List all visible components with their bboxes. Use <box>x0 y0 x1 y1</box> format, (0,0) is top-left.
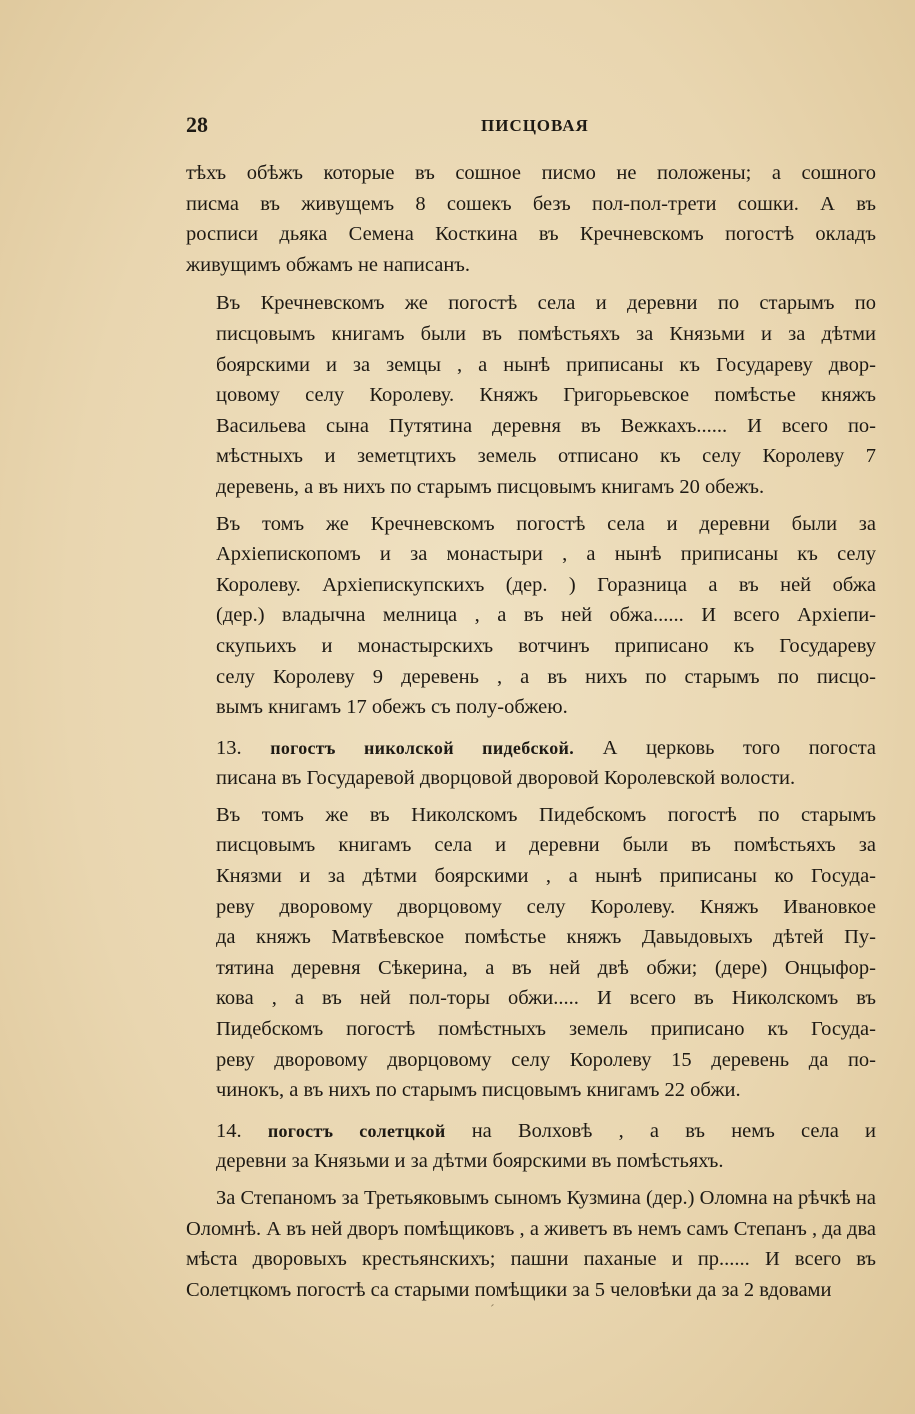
stray-mark: ˊ <box>490 1303 495 1318</box>
text-line: вымъ книгамъ 17 обежъ съ полу-обжею. <box>216 696 568 719</box>
text-line: селу Королеву 9 деревень , а въ нихъ по старымъ по писцо- <box>216 665 876 688</box>
text-line: писма въ живущемъ 8 сошекъ безъ пол-пол-трети сошки. А въ <box>186 192 876 215</box>
text-line: 13. погостъ николской пидебской. А церковь того погоста <box>216 736 876 759</box>
text-line: тѣхъ обѣжъ которые въ сошное писмо не положены; а сошного <box>186 162 876 184</box>
text-line: писана въ Государевой дворцовой дворовой Королевской волости. <box>216 767 796 790</box>
text-line: писцовымъ книгамъ села и деревни были въ помѣстьяхъ за <box>216 834 876 857</box>
text-line: деревни за Князьми и за дѣтми боярскими въ помѣстьяхъ. <box>216 1150 724 1173</box>
text-line: Пидебскомъ погостѣ помѣстныхъ земель приписано къ Госуда- <box>216 1018 876 1041</box>
section-heading-title: погостъ солетцкой <box>267 1120 446 1141</box>
text-line: Въ томъ же въ Николскомъ Пидебскомъ погостѣ по старымъ <box>216 803 876 826</box>
section-heading-13 <box>186 733 876 794</box>
text-line: Васильева сына Путятина деревня въ Вежкахъ...... И всего по- <box>216 414 876 437</box>
text-line: Въ томъ же Кречневскомъ погостѣ села и деревни были за <box>216 512 876 535</box>
paragraph-text: За Степаномъ за Третьяковымъ сыномъ Кузмина (дер.) Оломна на рѣчкѣ на Оломнѣ. А въ ней дворъ помѣщиковъ , а живетъ въ немъ самъ Степанъ , да два мѣста дворовыхъ крестьянскихъ; пашни паханые и пр...... И всего въ Солетцкомъ погостѣ са старыми помѣщики за 5 человѣки да за 2 вдовами <box>186 1187 876 1301</box>
paragraph-3 <box>186 509 876 723</box>
text-line: чинокъ, а въ нихъ по старымъ писцовымъ книгамъ 22 обжи. <box>216 1079 741 1102</box>
text-line: деревень, а въ нихъ по старымъ писцовымъ книгамъ 20 обежъ. <box>216 475 765 498</box>
text-line: реву дворовому дворцовому селу Королеву. Княжъ Ивановкое <box>216 895 876 918</box>
text-line: живущимъ обжамъ не написанъ. <box>186 253 471 276</box>
text-line: росписи дьяка Семена Косткина въ Кречневскомъ погостѣ окладъ <box>186 223 876 246</box>
text-line: писцовымъ книгамъ были въ помѣстьяхъ за Князьми и за дѣтми <box>216 322 876 345</box>
text-line: боярскими и за земцы , а нынѣ приписаны къ Государеву двор- <box>216 353 876 376</box>
paragraph-1 <box>186 158 876 280</box>
text-line: 14. погостъ солетцкой на Волховѣ , а въ немъ села и <box>216 1119 876 1142</box>
paragraph-2 <box>186 288 876 502</box>
running-title: ПИСЦОВАЯ <box>481 116 589 135</box>
section-heading-title: погостъ николской пидебской. <box>270 737 574 758</box>
text-line: Князми и за дѣтми боярскими , а нынѣ приписаны ко Госуда- <box>216 865 876 888</box>
body-text <box>186 158 876 1305</box>
text-line: тятина деревня Сѣкерина, а въ ней двѣ обжи; (дере) Онцыфор- <box>216 956 876 979</box>
section-heading-14 <box>186 1116 876 1177</box>
text-line: скупьихъ и монастырскихъ вотчинъ приписано къ Государеву <box>216 634 876 657</box>
text-line: да княжъ Матвѣевское помѣстье княжъ Давыдовыхъ дѣтей Пу- <box>216 926 876 949</box>
text-line: мѣстныхъ и земетцтихъ земель отписано къ селу Королеву 7 <box>216 445 876 468</box>
text-line: цовому селу Королеву. Княжъ Григорьевское помѣстье княжъ <box>216 384 876 407</box>
page-header <box>186 112 876 142</box>
page-number: 28 <box>186 112 208 137</box>
text-line: Архіепископомъ и за монастыри , а нынѣ приписаны къ селу <box>216 543 876 566</box>
text-line: реву дворовому дворцовому селу Королеву 15 деревень да по- <box>216 1048 876 1071</box>
paragraph-4 <box>186 800 876 1106</box>
text-line: Королеву. Архіепискупскихъ (дер. ) Горазница а въ ней обжа <box>216 573 876 596</box>
text-line: Въ Кречневскомъ же погостѣ села и деревни по старымъ по <box>216 292 876 315</box>
text-line: (дер.) владычна мелница , а въ ней обжа...... И всего Архіепи- <box>216 604 876 627</box>
paragraph-5 <box>186 1183 876 1305</box>
text-line: кова , а въ ней пол-торы обжи..... И всего въ Николскомъ въ <box>216 987 876 1010</box>
